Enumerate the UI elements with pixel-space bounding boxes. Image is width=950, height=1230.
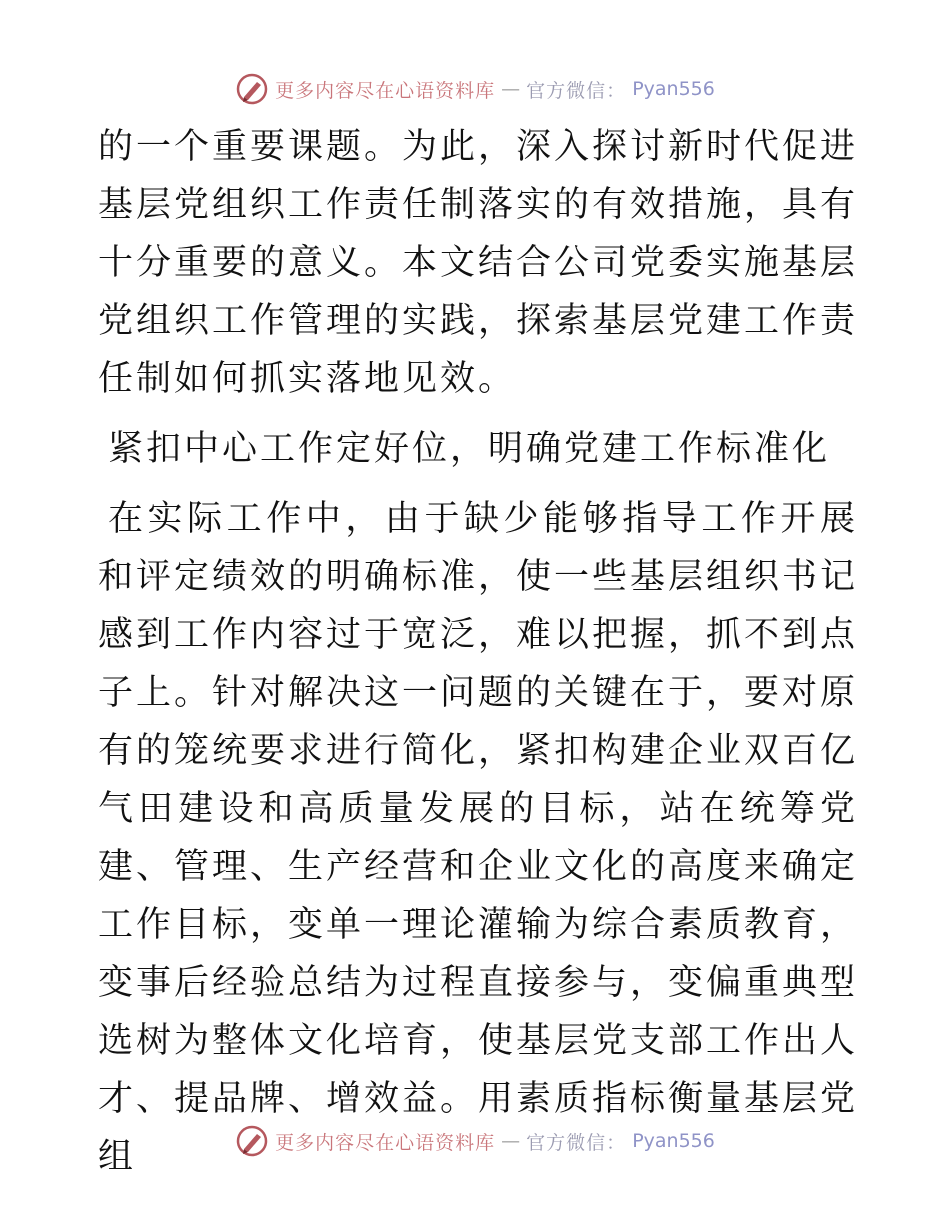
document-body: [98, 118, 858, 1198]
watermark-wechat-id: Pyan556: [632, 78, 715, 100]
watermark-wechat-id: Pyan556: [632, 1130, 715, 1152]
watermark-separator: —: [501, 1130, 521, 1152]
footer-watermark: [0, 1124, 950, 1158]
section-heading: 紧扣中心工作定好位，明确党建工作标准化: [108, 429, 831, 469]
watermark-wechat-label: 官方微信：: [526, 1131, 627, 1154]
pen-logo-icon: [235, 1124, 269, 1158]
watermark-main-text: 更多内容尽在心语资料库: [275, 1131, 496, 1154]
pen-logo-icon: [235, 72, 269, 106]
watermark-wechat-label: 官方微信：: [526, 79, 627, 102]
watermark-separator: —: [501, 78, 521, 100]
watermark-main-text: 更多内容尽在心语资料库: [275, 79, 496, 102]
paragraph-body: 在实际工作中，由于缺少能够指导工作开展和评定绩效的明确标准，使一些基层组织书记感到工作内容过于宽泛，难以把握，抓不到点子上。针对解决这一问题的关键在于，要对原有的笼统要求进行简化，紧扣构建企业双百亿气田建设和高质量发展的目标，站在统筹党建、管理、生产经营和企业文化的高度来确定工作目标，变单一理论灌输为综合素质教育，变事后经验总结为过程直接参与，变偏重典型选树为整体文化培育，使基层党支部工作出人才、提品牌、增效益。用素质指标衡量基层党组: [98, 499, 859, 1177]
header-watermark: [0, 72, 950, 106]
paragraph-intro-continued: 的一个重要课题。为此，深入探讨新时代促进基层党组织工作责任制落实的有效措施，具有十分重要的意义。本文结合公司党委实施基层党组织工作管理的实践，探索基层党建工作责任制如何抓实落地见效。: [98, 127, 859, 399]
